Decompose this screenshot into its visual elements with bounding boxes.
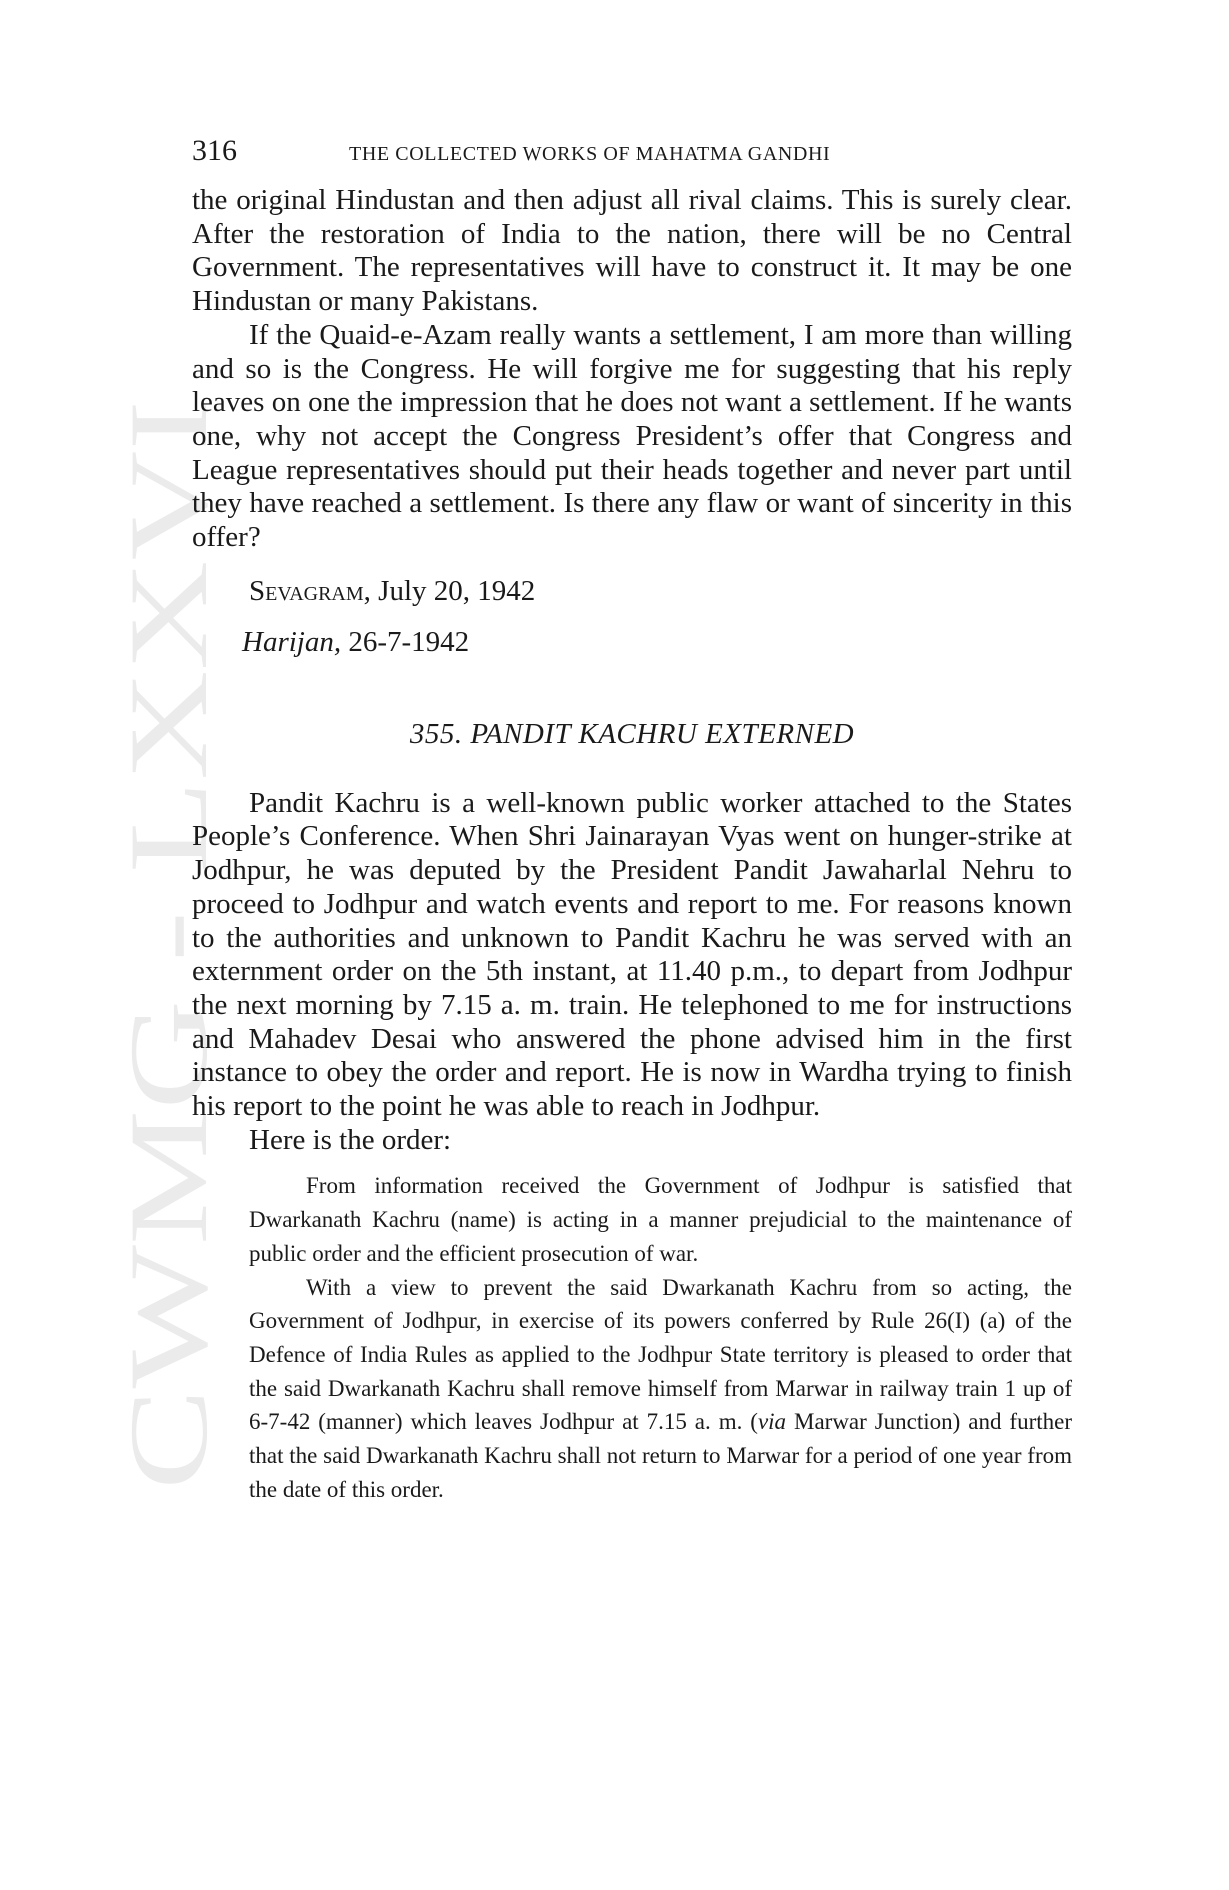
source-date: 26-7-1942 xyxy=(348,625,470,658)
quote-text: With a view to prevent the said Dwarkanath Kachru from so acting, the Government of Jodhpur, in exercise of its powers conferred by Rule 26(I) (a) of the Defence of India Rules as applied to the Jodhpur State territory is pleased to order that the said Dwarkanath Kachru shall remove himself from Marwar in railway train 1 up of 6-7-42 (manner) which leaves Jodhpur at 7.15 a. m. ( xyxy=(249,1274,1072,1435)
section-title: 355. PANDIT KACHRU EXTERNED xyxy=(409,717,855,750)
quoted-order xyxy=(192,1169,1072,1506)
paragraph: Here is the order: xyxy=(249,1123,452,1156)
page-number: 316 xyxy=(192,134,237,167)
source-journal: Harijan, xyxy=(242,625,342,658)
paragraph: Pandit Kachru is a well-known public worker attached to the States People’s Conference. When Shri Jainarayan Vyas went on hunger-strike at Jodhpur, he was deputed by the President Pandit Jawaharlal Nehru to proceed to Jodhpur and watch events and report to me. For reasons known to the authorities and unknown to Pandit Kachru he was served with an externment order on the 5th instant, at 11.40 p.m., to depart from Jodhpur the next morning by 7.15 a. m. train. He telephoned to me for instructions and Mahadev Desai who answered the phone advised him in the first instance to obey the order and report. He is now in Wardha trying to finish his report to the point he was able to reach in Jodhpur. xyxy=(192,786,1072,1123)
dateline-date: July 20, 1942 xyxy=(378,574,536,607)
quote-text: Marwar Junction) and further that the said Dwarkanath Kachru shall not return to Marwar for a period of one year from the date of this order. xyxy=(249,1409,1072,1502)
quote-italic: via xyxy=(757,1409,787,1435)
dateline-place: Sevagram, xyxy=(249,574,371,607)
quote-paragraph xyxy=(249,1169,1072,1270)
continuation-paragraph: the original Hindustan and then adjust all rival claims. This is surely clear. After the restoration of India to the nation, there will be no Central Government. The representatives will have to construct it. It may be one Hindustan or many Pakistans. xyxy=(192,184,1072,318)
page-body xyxy=(192,184,1072,1507)
running-title: THE COLLECTED WORKS OF MAHATMA GANDHI xyxy=(349,143,831,165)
running-head xyxy=(192,133,1072,169)
watermark-text: CWMG - LXXVI xyxy=(107,687,231,1490)
source-citation xyxy=(192,626,1072,659)
dateline xyxy=(192,575,1072,608)
paragraph: If the Quaid-e-Azam really wants a settlement, I am more than willing and so is the Congress. He will forgive me for suggesting that his reply leaves on one the impression that he does not want a settlement. If he wants one, why not accept the Congress President’s offer that Congress and League representatives should put their heads together and never part until they have reached a settlement. Is there any flaw or want of sincerity in this offer? xyxy=(192,318,1072,554)
quote-text: From information received the Government of Jodhpur is satisfied that Dwarkanath Kachru (name) is acting in a manner prejudicial to the maintenance of public order and the efficient prosecution of war. xyxy=(249,1173,1072,1266)
quote-paragraph xyxy=(249,1271,1072,1507)
